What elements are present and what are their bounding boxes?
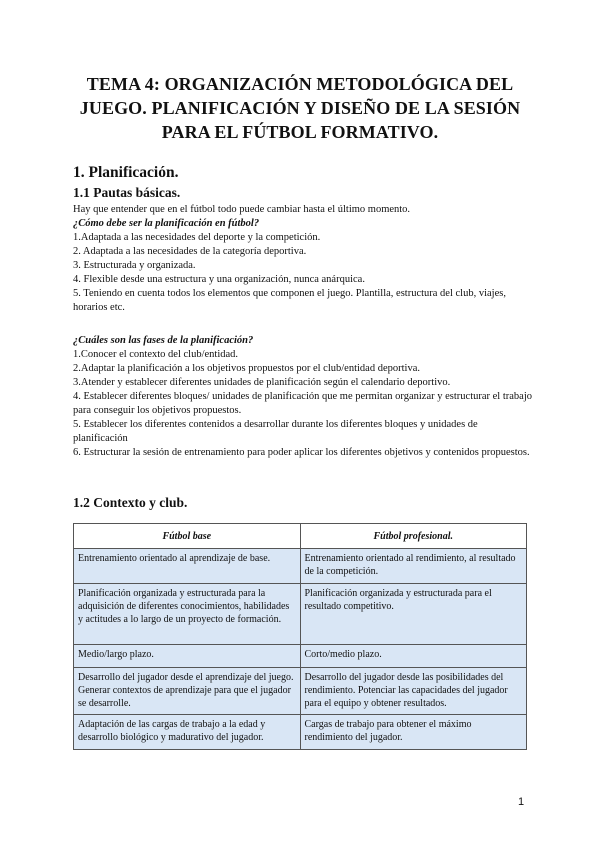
document-title: TEMA 4: ORGANIZACIÓN METODOLÓGICA DEL JUEGO. PLANIFICACIÓN Y DISEÑO DE LA SESIÓN PARA EL FÚTBOL FORMATIVO. — [79, 74, 521, 142]
list-item: 4. Flexible desde una estructura y una organización, nunca anárquica. — [73, 274, 365, 285]
list-item: 2.Adaptar la planificación a los objetivos propuestos por el club/entidad deportiva. — [73, 363, 420, 374]
table-cell: Desarrollo del jugador desde el aprendizaje del juego. Generar contextos de aprendizaje para que el jugador se desarrolle. — [74, 668, 301, 715]
table-header-row — [74, 524, 527, 549]
table-row — [74, 645, 527, 668]
table-row — [74, 668, 527, 715]
table-row — [74, 715, 527, 750]
table-cell: Entrenamiento orientado al rendimiento, al resultado de la competición. — [300, 549, 527, 584]
table-cell: Planificación organizada y estructurada para el resultado competitivo. — [300, 584, 527, 645]
list-item: 3. Estructurada y organizada. — [73, 260, 196, 271]
question-como: ¿Cómo debe ser la planificación en fútbol? — [73, 218, 260, 229]
list-item: 1.Adaptada a las necesidades del deporte y la competición. — [73, 232, 321, 243]
table-cell: Entrenamiento orientado al aprendizaje de base. — [74, 549, 301, 584]
pautas-block — [73, 203, 533, 315]
list-item: 2. Adaptada a las necesidades de la categoría deportiva. — [73, 246, 307, 257]
comparison-table — [73, 523, 527, 750]
table-cell: Medio/largo plazo. — [74, 645, 301, 668]
table-row — [74, 549, 527, 584]
list-item: 4. Establecer diferentes bloques/ unidades de planificación que me permitan organizar y estructurar el trabajo para conseguir los objetivos propuestos. — [73, 391, 532, 416]
list-item: 5. Establecer los diferentes contenidos a desarrollar durante los diferentes bloques y unidades de planificación — [73, 419, 478, 444]
table-cell: Planificación organizada y estructurada para la adquisición de diferentes conocimientos, habilidades y actitudes a lo largo de un proyecto de formación. — [74, 584, 301, 645]
table-row — [74, 584, 527, 645]
table-cell: Cargas de trabajo para obtener el máximo rendimiento del jugador. — [300, 715, 527, 750]
section-heading-planificacion: 1. Planificación. — [73, 164, 179, 181]
page-number: 1 — [518, 796, 525, 808]
list-item: 3.Atender y establecer diferentes unidades de planificación según el calendario deportivo. — [73, 377, 451, 388]
subsection-heading-pautas: 1.1 Pautas básicas. — [73, 185, 181, 200]
list-item: 1.Conocer el contexto del club/entidad. — [73, 349, 239, 360]
list-item: 5. Teniendo en cuenta todos los elementos que componen el juego. Plantilla, estructura del club, viajes, horarios etc. — [73, 288, 506, 313]
intro-paragraph: Hay que entender que en el fútbol todo puede cambiar hasta el último momento. — [73, 204, 411, 215]
table-cell: Adaptación de las cargas de trabajo a la edad y desarrollo biológico y madurativo del jugador. — [74, 715, 301, 750]
table-cell: Desarrollo del jugador desde las posibilidades del rendimiento. Potenciar las capacidades del jugador para el equipo y obtener resultados. — [300, 668, 527, 715]
list-item: 6. Estructurar la sesión de entrenamiento para poder aplicar los diferentes objetivos y contenidos propuestos. — [73, 447, 530, 458]
column-header-futbol-profesional: Fútbol profesional. — [300, 524, 527, 549]
subsection-heading-contexto: 1.2 Contexto y club. — [73, 495, 188, 510]
question-fases: ¿Cuáles son las fases de la planificación? — [73, 335, 254, 346]
fases-block — [73, 334, 533, 460]
table-cell: Corto/medio plazo. — [300, 645, 527, 668]
column-header-futbol-base: Fútbol base — [74, 524, 301, 549]
